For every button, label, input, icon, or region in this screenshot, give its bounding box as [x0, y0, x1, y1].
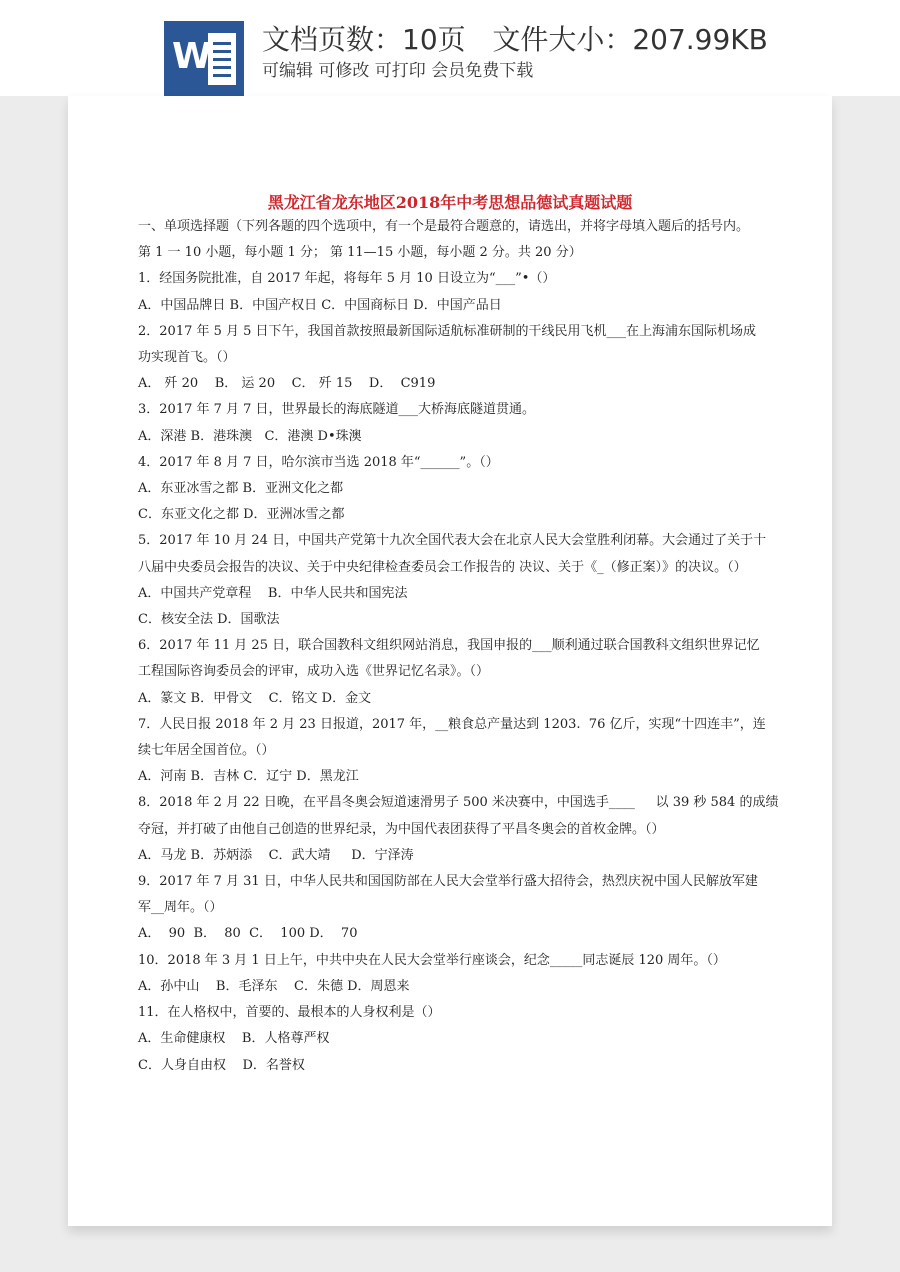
document-line: A．孙中山 B．毛泽东 C．朱德 D．周恩来: [138, 978, 410, 994]
document-line: 10．2018 年 3 月 1 日上午，中共中央在人民大会堂举行座谈会，纪念_____同志诞辰 120 周年。（）: [138, 952, 726, 968]
document-line: 功实现首飞。（）: [138, 350, 236, 366]
word-logo-letter: W: [172, 36, 212, 77]
document-line: 军__周年。（）: [138, 900, 223, 916]
document-line: 9．2017 年 7 月 31 日，中华人民共和国国防部在人民大会堂举行盛大招待会，热烈庆祝中国人民解放军建: [138, 874, 758, 890]
document-line: 工程国际咨询委员会的评审，成功入选《世界记忆名录》。（）: [138, 664, 490, 680]
document-line: 八届中央委员会报告的决议、关于中央纪律检查委员会工作报告的 决议、关于《_（修正案）》的决议。（）: [138, 559, 747, 575]
document-line: A．马龙 B．苏炳添 C．武大靖 D．宁泽涛: [138, 847, 414, 863]
document-line: A．东亚冰雪之都 B．亚洲文化之都: [138, 481, 344, 497]
document-line: 一、单项选择题（下列各题的四个选项中，有一个是最符合题意的，请选出，并将字母填入题后的括号内。: [138, 219, 750, 234]
word-document-icon: [164, 21, 244, 96]
document-line: A． 歼 20 B． 运 20 C． 歼 15 D． C919: [138, 376, 436, 392]
document-line: A．河南 B．吉林 C．辽宁 D．黑龙江: [138, 769, 359, 785]
document-line: 续七年居全国首位。（）: [138, 743, 275, 759]
document-title: 黑龙江省龙东地区2018年中考思想品德试真题试题: [267, 193, 633, 212]
document-line: A．篆文 B．甲骨文 C．铭文 D．金文: [138, 690, 372, 706]
document-line: C．人身自由权 D．名誉权: [138, 1057, 305, 1073]
document-line: A．生命健康权 B．人格尊严权: [138, 1031, 330, 1047]
document-line: 1．经国务院批准，自 2017 年起，将每年 5 月 10 日设立为“___”•（）: [138, 271, 556, 287]
document-page: [68, 96, 832, 1226]
document-line: C．东亚文化之都 D．亚洲冰雪之都: [138, 507, 345, 523]
word-page-graphic: [208, 33, 236, 85]
document-line: 夺冠，并打破了由他自己创造的世界纪录，为中国代表团获得了平昌冬奥会的首枚金牌。（）: [138, 821, 665, 837]
document-line: A．中国品牌日 B．中国产权日 C．中国商标日 D．中国产品日: [138, 297, 502, 313]
document-line: 3．2017 年 7 月 7 日，世界最长的海底隧道___大桥海底隧道贯通。: [138, 402, 536, 418]
document-line: 2．2017 年 5 月 5 日下午，我国首款按照最新国际适航标准研制的干线民用飞机___在上海浦东国际机场成: [138, 323, 757, 339]
document-body: [138, 214, 778, 1079]
document-line: A．中国共产党章程 B．中华人民共和国宪法: [138, 585, 408, 601]
file-info-subtitle: 可编辑 可修改 可打印 会员免费下载: [262, 61, 534, 81]
document-line: 第 1 一 10 小题，每小题 1 分； 第 11—15 小题，每小题 2 分。共 20 分）: [138, 245, 582, 261]
document-line: A． 90 B． 80 C． 100 D． 70: [138, 926, 358, 942]
document-line: 7．人民日报 2018 年 2 月 23 日报道，2017 年，__粮食总产量达到 1203. 76 亿斤，实现“十四连丰”，连: [138, 716, 766, 732]
document-line: 6．2017 年 11 月 25 日，联合国教科文组织网站消息，我国申报的___顺利通过联合国教科文组织世界记忆: [138, 638, 760, 654]
file-info-title: 文档页数：10页 文件大小：207.99KB: [262, 23, 768, 56]
header-banner: [0, 0, 900, 96]
document-line: 5．2017 年 10 月 24 日，中国共产党第十九次全国代表大会在北京人民大会堂胜利闭幕。大会通过了关于十: [138, 533, 767, 549]
document-line: 4．2017 年 8 月 7 日，哈尔滨市当选 2018 年“______”。（）: [138, 454, 499, 470]
document-line: 8．2018 年 2 月 22 日晚，在平昌冬奥会短道速滑男子 500 米决赛中，中国选手____ 以 39 秒 584 的成绩: [138, 795, 779, 811]
document-line: A．深港 B．港珠澳 C．港澳 D•珠澳: [138, 428, 362, 444]
document-line: C．核安全法 D．国歌法: [138, 612, 280, 628]
document-line: 11．在人格权中，首要的、最根本的人身权利是（）: [138, 1005, 441, 1021]
